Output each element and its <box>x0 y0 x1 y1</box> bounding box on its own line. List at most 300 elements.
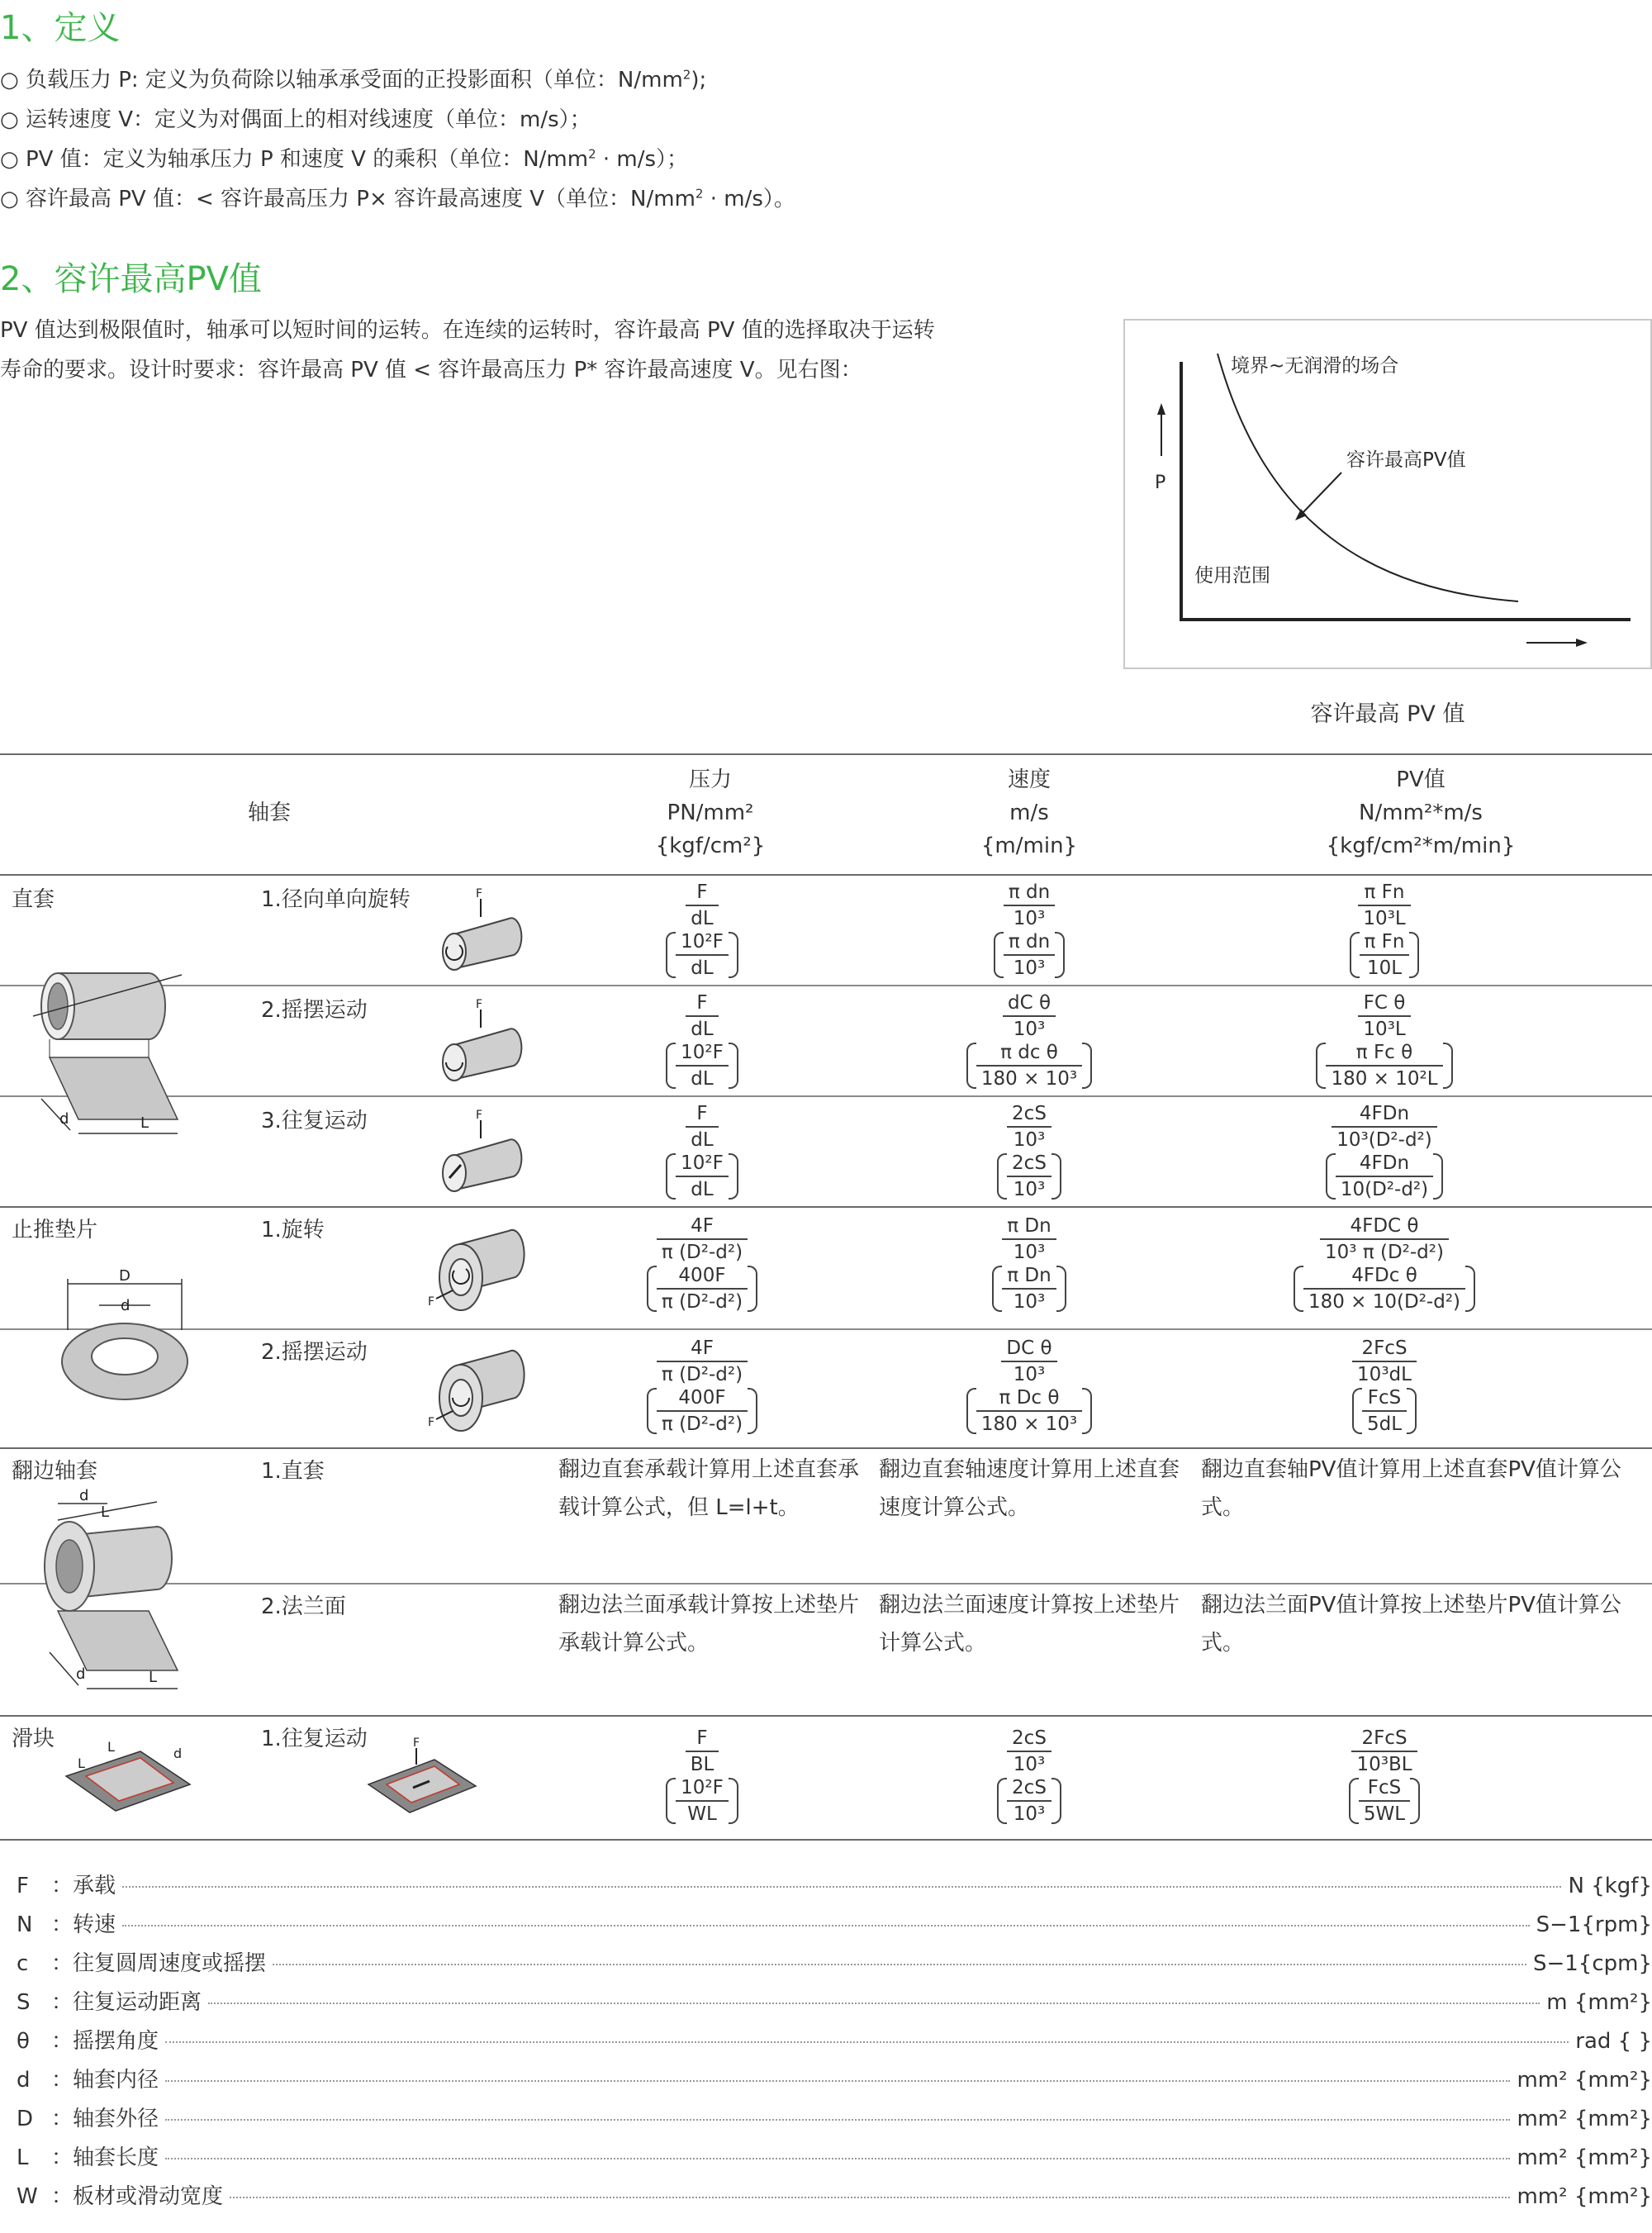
fraction <box>1351 1727 1417 1776</box>
kgf-brace <box>666 930 738 980</box>
numerator: FcS <box>1367 1387 1402 1409</box>
pv-diagram <box>1123 319 1652 669</box>
motion-thrust-oscillation: 2.摇摆运动 <box>261 1340 368 1365</box>
leader-dots <box>165 2041 1569 2043</box>
motion-radial-rotation: 1.径向单向旋转 <box>261 887 411 912</box>
leader-dots <box>122 1925 1530 1927</box>
kgf-brace <box>666 1152 738 1201</box>
force-label: F <box>413 1737 420 1750</box>
fraction <box>686 1102 718 1152</box>
legend-symbol: d <box>17 2068 31 2093</box>
denominator: 180 × 10(D²-d²) <box>1308 1291 1461 1313</box>
fraction <box>1358 881 1410 930</box>
legend-desc: ：轴套长度 <box>51 2145 159 2170</box>
denominator: 5WL <box>1363 1803 1406 1825</box>
definition-pressure <box>0 63 706 93</box>
fraction <box>1360 930 1410 980</box>
numerator: 2FcS <box>1361 1727 1408 1749</box>
kgf-brace <box>966 1041 1092 1090</box>
flange-face-speed-text: 翻边法兰面速度计算按上述垫片计算公式。 <box>879 1593 1180 1656</box>
kgf-brace <box>1350 930 1420 980</box>
row-divider <box>0 1328 1652 1330</box>
fraction-bar <box>1360 954 1410 956</box>
fraction <box>1004 881 1055 930</box>
legend-unit: mm² {mm²} <box>1517 2068 1652 2093</box>
motion-thrust-rotation: 1.旋转 <box>261 1218 325 1242</box>
denominator: dL <box>691 1068 714 1090</box>
legend-symbol: D <box>17 2107 34 2131</box>
formula-r3-pv <box>1227 1102 1541 1201</box>
header-rule <box>0 874 1652 876</box>
denominator: 10(D²-d²) <box>1340 1179 1429 1200</box>
legend-row <box>17 1985 1652 2016</box>
numerator: FcS <box>1367 1777 1402 1798</box>
legend-row <box>17 2179 1652 2210</box>
numerator: π Fc θ <box>1355 1042 1413 1063</box>
intro-paragraph <box>0 311 999 390</box>
formula-s1-pv <box>1227 1727 1541 1826</box>
dim-label-d: d <box>121 1297 131 1314</box>
fraction-bar <box>1320 1238 1449 1240</box>
numerator: 2cS <box>1012 1152 1047 1174</box>
fraction <box>1004 930 1055 980</box>
fraction <box>657 1337 748 1386</box>
dim-label-d: d <box>173 1746 183 1761</box>
kgf-brace <box>1349 1776 1420 1826</box>
header-line: PV值 <box>1396 767 1446 792</box>
legend-row <box>17 2102 1652 2132</box>
denominator: dL <box>691 957 714 979</box>
def-text: ○ 负载压力 P: 定义为负荷除以轴承承受面的正投影面积（单位：N/mm <box>0 68 683 93</box>
legend-unit: mm² {mm²} <box>1517 2184 1652 2209</box>
legend-symbol: S <box>17 1990 31 2015</box>
header-line: N/mm²*m/s <box>1359 801 1483 825</box>
numerator: 10²F <box>681 1777 724 1798</box>
flange-bore <box>56 1540 83 1593</box>
denominator: π (D²-d²) <box>661 1291 743 1313</box>
fraction-bar <box>1002 1238 1056 1240</box>
leader-dots <box>273 1964 1526 1965</box>
row-divider <box>0 1095 1652 1097</box>
fraction-bar <box>1004 954 1055 956</box>
formula-t1-v <box>872 1214 1186 1314</box>
fraction <box>676 930 729 980</box>
formula-r1-pv <box>1227 881 1541 980</box>
legend-unit: S−1{rpm} <box>1536 1912 1652 1937</box>
numerator: 4FDn <box>1359 1103 1410 1124</box>
fraction-bar <box>686 1015 718 1017</box>
fraction-bar <box>1007 1800 1051 1802</box>
legend-desc: ：轴套外径 <box>51 2107 159 2131</box>
def-text: ○ 容许最高 PV 值：< 容许最高压力 P× 容许最高速度 V（单位：N/mm <box>0 187 695 211</box>
thrust-washer-illustration <box>58 1264 198 1413</box>
fraction-bar <box>676 1176 729 1177</box>
numerator: 4FDc θ <box>1351 1265 1417 1286</box>
force-label: F <box>476 887 483 900</box>
fraction <box>1007 1776 1051 1826</box>
dim-label-l2: L <box>78 1756 85 1771</box>
numerator: 4FDn <box>1359 1152 1410 1174</box>
kgf-brace <box>994 930 1065 980</box>
motion-flange-straight: 1.直套 <box>261 1459 325 1484</box>
row-divider <box>0 1583 1652 1584</box>
fraction-bar <box>1002 1288 1056 1290</box>
denominator: π (D²-d²) <box>661 1364 743 1385</box>
leader-dots <box>165 2080 1510 2082</box>
reciprocating-icon <box>434 1107 534 1198</box>
denominator: 10³L <box>1363 908 1406 929</box>
leader-dots <box>165 2158 1510 2159</box>
fraction <box>1002 1214 1056 1264</box>
denominator: 10³ <box>1013 1179 1046 1200</box>
slider-plate-illustration <box>58 1735 198 1817</box>
denominator: 5dL <box>1366 1413 1403 1435</box>
fraction-bar <box>1358 1015 1410 1017</box>
formula-r2-p <box>545 991 859 1090</box>
fraction <box>1359 1776 1410 1826</box>
category-thrust: 止推垫片 <box>12 1218 98 1242</box>
group-divider <box>0 1206 1652 1208</box>
formula-s1-p <box>545 1727 859 1826</box>
numerator: π Dn <box>1007 1265 1051 1286</box>
legend-row <box>17 1908 1652 1938</box>
numerator: 2cS <box>1012 1727 1047 1749</box>
force-label: F <box>428 1416 435 1429</box>
fraction <box>657 1386 748 1436</box>
header-line: m/s <box>1009 801 1049 825</box>
fraction-bar <box>686 905 718 906</box>
denominator: 180 × 10³ <box>980 1068 1078 1090</box>
fraction <box>1358 991 1410 1041</box>
fraction-bar <box>1004 905 1055 906</box>
header-line: 速度 <box>1007 767 1051 792</box>
dim-label-d2: d <box>76 1665 86 1683</box>
formula-r1-p <box>545 881 859 980</box>
numerator: 10²F <box>681 1152 724 1174</box>
kgf-brace <box>1316 1041 1452 1090</box>
numerator: π dn <box>1008 881 1051 903</box>
fraction-bar <box>976 1410 1082 1412</box>
legend-symbol: c <box>17 1951 29 1976</box>
denominator: 10³BL <box>1356 1754 1412 1775</box>
legend-row <box>17 2063 1652 2093</box>
fraction-bar <box>976 1065 1082 1067</box>
formula-t2-p <box>545 1337 859 1436</box>
slider-reciprocating-icon <box>363 1735 479 1817</box>
header-speed <box>872 763 1186 862</box>
denominator: 10³dL <box>1357 1364 1412 1385</box>
group-divider <box>0 1447 1652 1449</box>
kgf-brace <box>966 1386 1092 1436</box>
dim-label-l2: L <box>149 1669 158 1686</box>
kgf-brace <box>1294 1264 1475 1314</box>
fraction-bar <box>686 1126 718 1128</box>
legend-desc: ：往复运动距离 <box>51 1990 202 2015</box>
force-label: F <box>476 998 483 1011</box>
straight-bushing-illustration <box>25 942 190 1148</box>
numerator: 10²F <box>681 1042 724 1063</box>
fraction <box>976 1041 1082 1090</box>
fraction-bar <box>1358 905 1410 906</box>
force-label: F <box>428 1295 435 1309</box>
denominator: 10³ π (D²-d²) <box>1325 1242 1444 1263</box>
numerator: F <box>696 1727 708 1749</box>
numerator: FC θ <box>1363 992 1406 1014</box>
numerator: 4F <box>691 1337 714 1359</box>
fraction-bar <box>1001 1361 1056 1362</box>
numerator: 400F <box>678 1387 726 1409</box>
formula-r1-v <box>872 881 1186 980</box>
pointer-line <box>1300 473 1341 515</box>
legend-desc: ：摇摆角度 <box>51 2029 159 2054</box>
legend-desc: ：往复圆周速度或摇摆 <box>51 1951 267 1976</box>
denominator: 10³ <box>1013 1754 1046 1775</box>
motion-reciprocating: 3.往复运动 <box>261 1109 368 1133</box>
denominator: WL <box>687 1803 717 1825</box>
denominator: dL <box>691 1019 714 1040</box>
leader-dots <box>230 2197 1510 2198</box>
motion-flange-face: 2.法兰面 <box>261 1594 346 1619</box>
legend-row <box>17 2140 1652 2171</box>
legend-unit: mm² {mm²} <box>1517 2107 1652 2131</box>
projection-plane <box>58 1611 178 1670</box>
numerator: 4F <box>691 1215 714 1237</box>
fraction-bar <box>1332 1126 1436 1128</box>
numerator: 2cS <box>1012 1103 1047 1124</box>
header-pressure <box>553 763 867 862</box>
kgf-brace <box>1352 1386 1417 1436</box>
def-sup: 2 <box>682 67 691 83</box>
table-bottom-rule <box>0 1839 1652 1841</box>
numerator: F <box>696 1103 708 1124</box>
formula-t1-p <box>545 1214 859 1314</box>
fraction <box>1320 1214 1449 1264</box>
fraction-bar <box>1007 1176 1051 1177</box>
thrust-oscillation-icon <box>426 1340 534 1439</box>
denominator: dL <box>691 1129 714 1151</box>
section-title-definition: 1、定义 <box>0 9 121 47</box>
denominator: 10³ <box>1013 1364 1046 1385</box>
fraction <box>1007 1102 1051 1152</box>
fraction <box>1336 1152 1433 1201</box>
numerator: 2cS <box>1012 1777 1047 1798</box>
fraction <box>676 1152 729 1201</box>
denominator: dL <box>691 908 714 929</box>
fraction <box>1326 1041 1442 1090</box>
formula-s1-v <box>872 1727 1186 1826</box>
label-usage-range: 使用范围 <box>1194 565 1270 587</box>
kgf-brace <box>666 1041 738 1090</box>
def-text: · m/s）。 <box>703 187 795 211</box>
def-sup: 2 <box>695 186 704 202</box>
denominator: 10³ <box>1013 957 1046 979</box>
kgf-brace <box>647 1264 757 1314</box>
bushing-bore <box>48 983 68 1029</box>
kgf-brace <box>997 1776 1061 1826</box>
header-line: 压力 <box>688 767 732 792</box>
numerator: 4FDC θ <box>1350 1215 1419 1237</box>
fraction <box>1002 1264 1056 1314</box>
numerator: π dn <box>1008 931 1051 953</box>
denominator: π (D²-d²) <box>661 1242 743 1263</box>
kgf-brace <box>1326 1152 1443 1201</box>
formula-t1-pv <box>1227 1214 1541 1314</box>
leader-dots <box>208 2003 1540 2004</box>
formula-r2-pv <box>1227 991 1541 1090</box>
header-pv <box>1264 763 1578 862</box>
kgf-brace <box>666 1776 738 1826</box>
fraction-bar <box>686 1751 719 1752</box>
legend-desc: ：转速 <box>51 1912 116 1937</box>
flange-straight-speed-text: 翻边直套轴速度计算用上述直套速度计算公式。 <box>879 1457 1180 1520</box>
fraction-bar <box>1351 1751 1417 1752</box>
leader-dots <box>165 2119 1510 2121</box>
denominator: dL <box>691 1179 714 1200</box>
washer-bore <box>92 1338 158 1375</box>
fraction-bar <box>676 1800 729 1802</box>
fraction-bar <box>1007 1126 1051 1128</box>
denominator: 10³(D²-d²) <box>1336 1129 1432 1151</box>
fraction <box>1007 1727 1051 1776</box>
paragraph-line: PV 值达到极限值时，轴承可以短时间的运转。在连续的运转时，容许最高 PV 值的选择取决于运转 <box>0 318 935 343</box>
dim-label-d: d <box>59 1110 69 1128</box>
table-top-rule <box>0 753 1652 755</box>
denominator: 10³ <box>1013 908 1046 929</box>
denominator: 10L <box>1366 957 1403 979</box>
header-line: {m/min} <box>980 834 1078 858</box>
header-line: {kgf/cm²*m/min} <box>1326 834 1516 858</box>
fraction-bar <box>657 1238 748 1240</box>
legend-row <box>17 1869 1652 1899</box>
fraction-bar <box>1362 1410 1407 1412</box>
label-max-pv: 容许最高PV值 <box>1346 449 1466 471</box>
numerator: DC θ <box>1006 1337 1052 1359</box>
fraction-bar <box>1007 1751 1051 1752</box>
denominator: 10³ <box>1013 1129 1046 1151</box>
formula-r2-v <box>872 991 1186 1090</box>
def-text: ○ PV 值：定义为轴承压力 P 和速度 V 的乘积（单位：N/mm <box>0 147 589 172</box>
kgf-brace <box>647 1386 757 1436</box>
denominator: 10³L <box>1363 1019 1406 1040</box>
legend-unit: S−1{cpm} <box>1532 1951 1652 1976</box>
legend-unit: mm² {mm²} <box>1517 2145 1652 2170</box>
fraction <box>1303 1264 1465 1314</box>
fraction <box>976 1386 1082 1436</box>
numerator: π Fn <box>1364 881 1405 903</box>
legend-desc: ：轴套内径 <box>51 2068 159 2093</box>
thrust-rotation-icon <box>426 1219 534 1318</box>
dim-label-l: L <box>140 1114 150 1132</box>
kgf-brace <box>992 1264 1066 1314</box>
denominator: 180 × 10²L <box>1331 1068 1438 1090</box>
fraction-bar <box>676 1065 729 1067</box>
numerator: π dc θ <box>1000 1042 1058 1063</box>
fraction <box>686 881 718 930</box>
fraction <box>1352 1337 1417 1386</box>
legend-symbol: F <box>17 1874 29 1898</box>
diagram-caption: 容许最高 PV 值 <box>1310 701 1465 727</box>
legend-symbol: W <box>17 2184 38 2209</box>
legend-symbol: L <box>17 2145 29 2170</box>
header-line: PN/mm² <box>667 801 754 825</box>
motion-oscillation: 2.摇摆运动 <box>261 998 368 1023</box>
numerator: dC θ <box>1007 992 1051 1014</box>
header-sleeve: 轴套 <box>248 801 292 825</box>
fraction-bar <box>1003 1015 1056 1017</box>
formula-r3-v <box>872 1102 1186 1201</box>
fraction-bar <box>1326 1065 1442 1067</box>
formula-r3-p <box>545 1102 859 1201</box>
legend-desc: ：承载 <box>51 1874 116 1898</box>
numerator: 400F <box>678 1265 726 1286</box>
denominator: 180 × 10³ <box>980 1413 1078 1435</box>
category-straight: 直套 <box>12 887 55 912</box>
fraction-bar <box>657 1410 748 1412</box>
fraction <box>686 1727 719 1776</box>
fraction <box>1003 991 1056 1041</box>
radial-rotation-icon <box>434 886 534 976</box>
fraction <box>676 1041 729 1090</box>
def-text: ○ 运转速度 V：定义为对偶面上的相对线速度（单位：m/s）； <box>0 107 591 132</box>
flange-face-pv-text: 翻边法兰面PV值计算按上述垫片PV值计算公式。 <box>1201 1593 1621 1656</box>
group-divider <box>0 1715 1652 1717</box>
legend-symbol: N <box>17 1912 33 1937</box>
fraction <box>686 991 718 1041</box>
legend-unit: rad { } <box>1575 2029 1652 2054</box>
def-text: · m/s）； <box>596 147 689 172</box>
category-flange: 翻边轴套 <box>12 1459 98 1484</box>
legend-unit: m {mm²} <box>1546 1990 1652 2015</box>
denominator: 10³ <box>1013 1242 1046 1263</box>
numerator: F <box>696 881 708 903</box>
dim-line <box>50 1652 78 1685</box>
header-line: {kgf/cm²} <box>655 834 766 858</box>
axis-label-p: P <box>1155 473 1166 493</box>
kgf-brace <box>997 1152 1061 1201</box>
denominator: BL <box>690 1754 714 1775</box>
flange-bushing-illustration <box>25 1487 198 1702</box>
fraction-bar <box>1336 1176 1433 1177</box>
dim-label-D: D <box>119 1267 131 1285</box>
fraction <box>657 1264 748 1314</box>
dim-label-l: L <box>107 1739 115 1755</box>
denominator: π (D²-d²) <box>661 1413 743 1435</box>
numerator: π Dc θ <box>999 1387 1060 1409</box>
numerator: π Dn <box>1007 1215 1051 1237</box>
def-text: ); <box>691 68 707 93</box>
force-label: F <box>476 1109 483 1122</box>
paragraph-line: 寿命的要求。设计时要求：容许最高 PV 值 < 容许最高压力 P* 容许最高速度 V。见右图： <box>0 358 862 382</box>
numerator: 2FcS <box>1361 1337 1408 1359</box>
fraction <box>676 1776 729 1826</box>
fraction-bar <box>1303 1288 1465 1290</box>
numerator: π Fn <box>1364 931 1405 953</box>
dim-label-l: L <box>101 1504 110 1521</box>
y-arrow-head-icon <box>1157 403 1165 415</box>
motion-slider-reciprocating: 1.往复运动 <box>261 1727 368 1751</box>
def-sup: 2 <box>588 146 596 162</box>
x-arrow-head-icon <box>1576 639 1588 647</box>
fraction-bar <box>1352 1361 1417 1362</box>
fraction <box>1332 1102 1436 1152</box>
oscillation-icon <box>434 996 534 1087</box>
numerator: 10²F <box>681 931 724 953</box>
category-slider: 滑块 <box>12 1727 55 1751</box>
fraction-bar <box>657 1288 748 1290</box>
fraction <box>1001 1337 1056 1386</box>
denominator: 10³ <box>1013 1019 1046 1040</box>
label-boundary: 境界~无润滑的场合 <box>1231 355 1399 377</box>
